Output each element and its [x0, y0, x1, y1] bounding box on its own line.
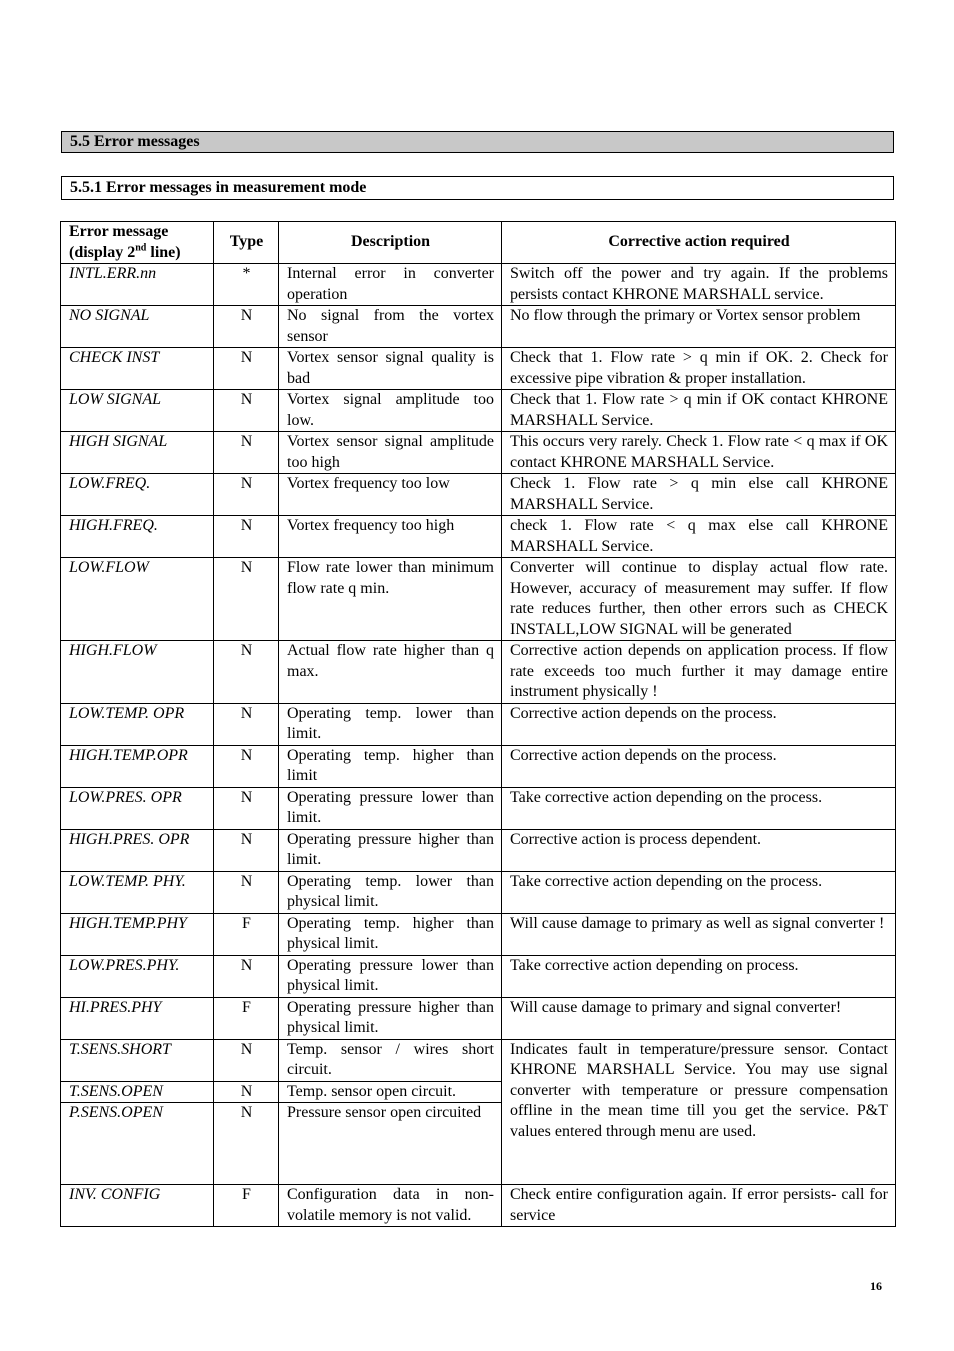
table-row: [61, 745, 896, 787]
error-type: N: [214, 703, 279, 745]
error-type: N: [214, 390, 279, 432]
table-row: [61, 641, 896, 704]
error-description: Operating temp. higher than physical limit.: [279, 913, 502, 955]
error-code: HIGH.TEMP.PHY: [61, 913, 214, 955]
error-code: HIGH.TEMP.OPR: [61, 745, 214, 787]
error-messages-table: [60, 221, 896, 1227]
error-code: T.SENS.SHORT: [61, 1039, 214, 1081]
corrective-action: This occurs very rarely. Check 1. Flow rate < q max if OK contact KHRONE MARSHALL Service.: [502, 432, 896, 474]
error-code: P.SENS.OPEN: [61, 1103, 214, 1185]
section-heading: 5.5 Error messages: [61, 131, 894, 153]
error-type: N: [214, 1039, 279, 1081]
corrective-action: check 1. Flow rate < q max else call KHRONE MARSHALL Service.: [502, 516, 896, 558]
error-code: INTL.ERR.nn: [61, 264, 214, 306]
error-code: LOW.PRES. OPR: [61, 787, 214, 829]
error-code: LOW.TEMP. PHY.: [61, 871, 214, 913]
table-row: [61, 264, 896, 306]
corrective-action: Switch off the power and try again. If the problems persists contact KHRONE MARSHALL service.: [502, 264, 896, 306]
corrective-action: No flow through the primary or Vortex sensor problem: [502, 306, 896, 348]
error-description: Operating pressure higher than limit.: [279, 829, 502, 871]
table-row: [61, 390, 896, 432]
error-code: LOW.PRES.PHY.: [61, 955, 214, 997]
table-row: [61, 829, 896, 871]
error-code: HIGH.FREQ.: [61, 516, 214, 558]
table-row: [61, 558, 896, 641]
table-row: [61, 1039, 896, 1081]
error-description: Vortex sensor signal amplitude too high: [279, 432, 502, 474]
table-header-row: [61, 222, 896, 264]
error-type: N: [214, 871, 279, 913]
table-row: [61, 997, 896, 1039]
error-code: HIGH.FLOW: [61, 641, 214, 704]
page-number: 16: [870, 1279, 882, 1293]
table-row: [61, 306, 896, 348]
error-type: *: [214, 264, 279, 306]
header-type: Type: [214, 222, 279, 264]
error-type: N: [214, 787, 279, 829]
error-code: LOW.FLOW: [61, 558, 214, 641]
table-row: [61, 432, 896, 474]
error-description: Operating temp. higher than limit: [279, 745, 502, 787]
error-type: N: [214, 641, 279, 704]
corrective-action: Check that 1. Flow rate > q min if OK. 2. Check for excessive pipe vibration & proper installation.: [502, 348, 896, 390]
corrective-action: Will cause damage to primary as well as signal converter !: [502, 913, 896, 955]
error-type: N: [214, 348, 279, 390]
error-type: F: [214, 997, 279, 1039]
table-row: [61, 1185, 896, 1227]
error-description: Vortex signal amplitude too low.: [279, 390, 502, 432]
table-row: [61, 474, 896, 516]
error-type: N: [214, 829, 279, 871]
error-description: Temp. sensor / wires short circuit.: [279, 1039, 502, 1081]
error-type: N: [214, 558, 279, 641]
table-row: [61, 703, 896, 745]
error-code: HI.PRES.PHY: [61, 997, 214, 1039]
table-row: [61, 787, 896, 829]
corrective-action: Indicates fault in temperature/pressure sensor. Contact KHRONE MARSHALL Service. You may use signal converter with temperature or pressure compensation offline in the mean time till you get the service. P&T values entered through menu are used.: [502, 1039, 896, 1185]
error-description: Pressure sensor open circuited: [279, 1103, 502, 1185]
error-type: N: [214, 745, 279, 787]
error-type: N: [214, 432, 279, 474]
error-type: N: [214, 474, 279, 516]
table-row: [61, 871, 896, 913]
error-description: Vortex sensor signal quality is bad: [279, 348, 502, 390]
subsection-heading: 5.5.1 Error messages in measurement mode: [61, 176, 894, 200]
error-description: No signal from the vortex sensor: [279, 306, 502, 348]
error-description: Operating temp. lower than limit.: [279, 703, 502, 745]
corrective-action: Corrective action depends on the process.: [502, 703, 896, 745]
corrective-action: Corrective action depends on the process.: [502, 745, 896, 787]
error-description: Operating pressure lower than physical limit.: [279, 955, 502, 997]
error-description: Vortex frequency too high: [279, 516, 502, 558]
corrective-action: Corrective action depends on application process. If flow rate exceeds too much further it may damage entire instrument physically !: [502, 641, 896, 704]
error-code: INV. CONFIG: [61, 1185, 214, 1227]
error-description: Internal error in converter operation: [279, 264, 502, 306]
corrective-action: Check entire configuration again. If error persists- call for service: [502, 1185, 896, 1227]
table-row: [61, 955, 896, 997]
table-row: [61, 516, 896, 558]
error-code: LOW.TEMP. OPR: [61, 703, 214, 745]
table-row: [61, 348, 896, 390]
error-type: F: [214, 1185, 279, 1227]
error-type: N: [214, 1103, 279, 1185]
error-code: LOW.FREQ.: [61, 474, 214, 516]
error-code: HIGH SIGNAL: [61, 432, 214, 474]
corrective-action: Take corrective action depending on the process.: [502, 787, 896, 829]
corrective-action: Check 1. Flow rate > q min else call KHRONE MARSHALL Service.: [502, 474, 896, 516]
error-code: T.SENS.OPEN: [61, 1081, 214, 1103]
corrective-action: Will cause damage to primary and signal converter!: [502, 997, 896, 1039]
error-description: Operating temp. lower than physical limit.: [279, 871, 502, 913]
corrective-action: Check that 1. Flow rate > q min if OK contact KHRONE MARSHALL Service.: [502, 390, 896, 432]
error-description: Flow rate lower than minimum flow rate q min.: [279, 558, 502, 641]
error-type: N: [214, 516, 279, 558]
header-corrective-action: Corrective action required: [502, 222, 896, 264]
error-type: N: [214, 1081, 279, 1103]
error-code: HIGH.PRES. OPR: [61, 829, 214, 871]
error-description: Configuration data in non-volatile memory is not valid.: [279, 1185, 502, 1227]
error-description: Operating pressure higher than physical limit.: [279, 997, 502, 1039]
error-code: LOW SIGNAL: [61, 390, 214, 432]
corrective-action: Corrective action is process dependent.: [502, 829, 896, 871]
header-description: Description: [279, 222, 502, 264]
error-code: NO SIGNAL: [61, 306, 214, 348]
error-description: Actual flow rate higher than q max.: [279, 641, 502, 704]
error-type: F: [214, 913, 279, 955]
corrective-action: Converter will continue to display actual flow rate. However, accuracy of measurement may suffer. If flow rate reduces further, then other errors such as CHECK INSTALL,LOW SIGNAL will be generated: [502, 558, 896, 641]
error-type: N: [214, 955, 279, 997]
error-code: CHECK INST: [61, 348, 214, 390]
corrective-action: Take corrective action depending on process.: [502, 955, 896, 997]
error-description: Temp. sensor open circuit.: [279, 1081, 502, 1103]
corrective-action: Take corrective action depending on the process.: [502, 871, 896, 913]
error-description: Vortex frequency too low: [279, 474, 502, 516]
error-description: Operating pressure lower than limit.: [279, 787, 502, 829]
table-row: [61, 913, 896, 955]
header-error-message: Error message (display 2nd line): [61, 222, 214, 264]
error-type: N: [214, 306, 279, 348]
